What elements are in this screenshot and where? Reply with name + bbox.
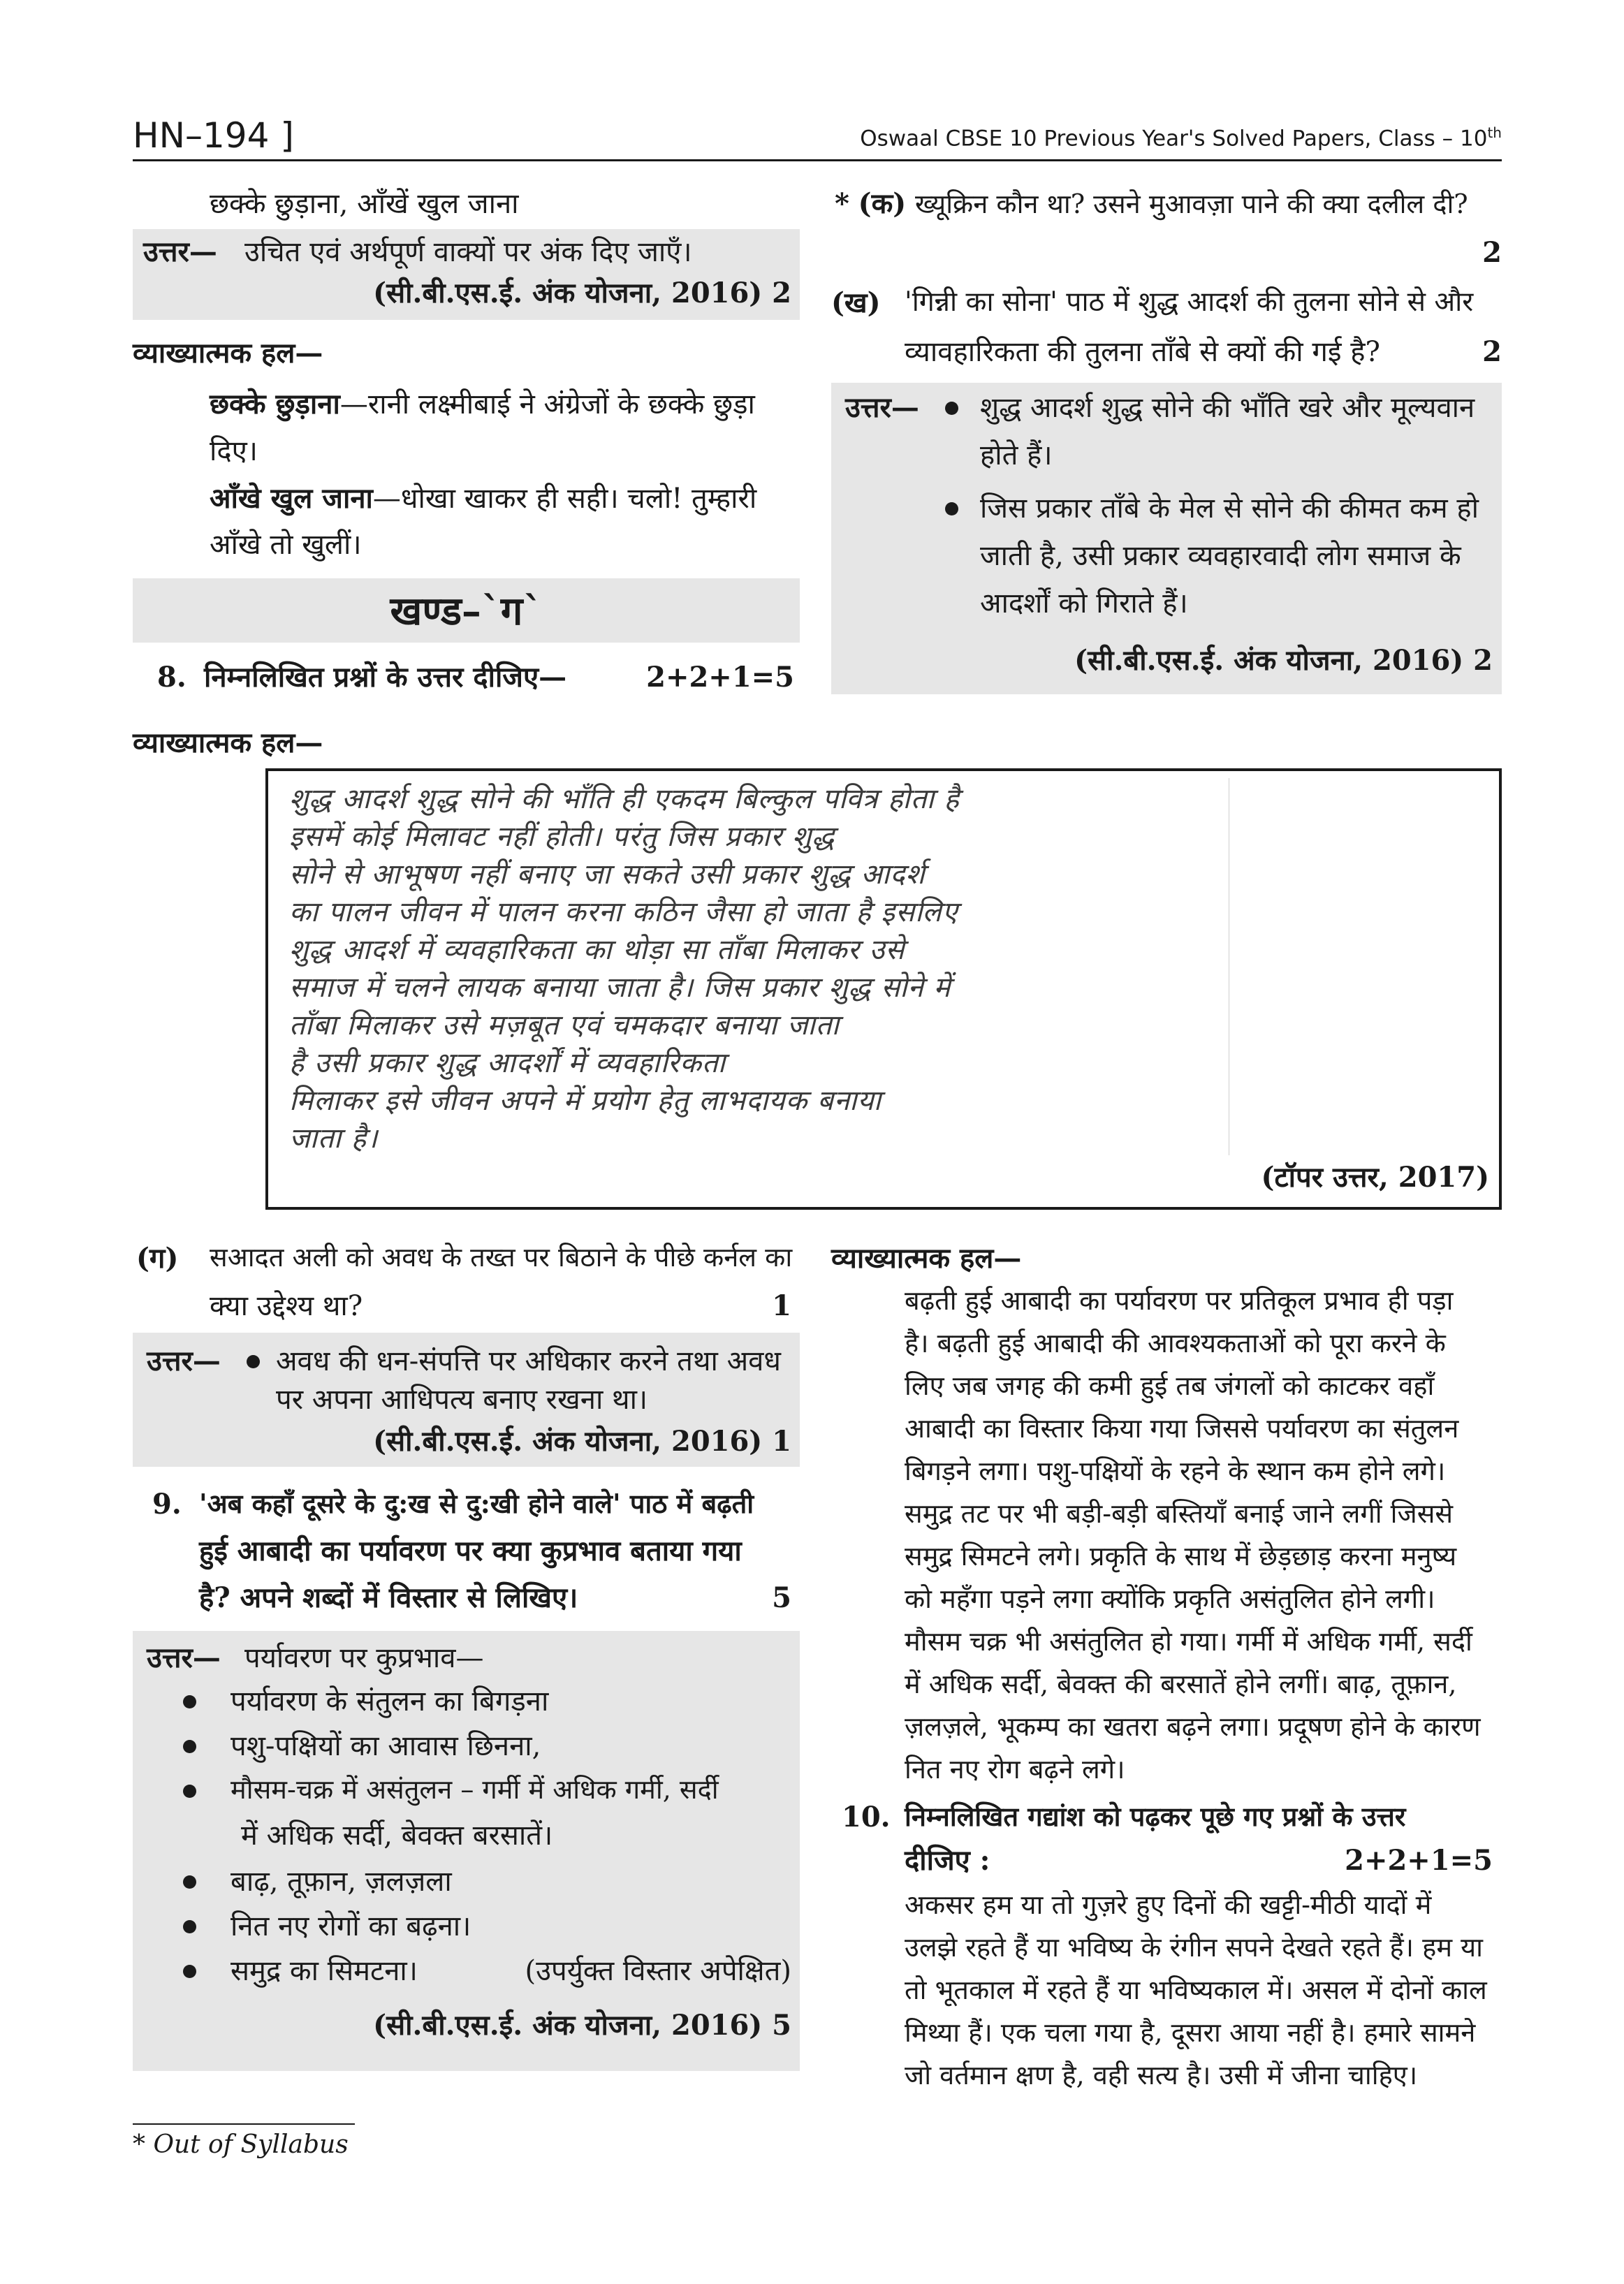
running-header: [860, 124, 1502, 151]
q9-point: मौसम-चक्र में असंतुलन – गर्मी में अधिक गर्मी, सर्दी: [231, 1774, 719, 1805]
paragraph-line: आबादी का विस्तार किया गया जिससे पर्यावरण का संतुलन: [905, 1413, 1459, 1444]
passage-line: उलझे रहते हैं या भविष्य के रंगीन सपने देखते रहते हैं। हम या: [905, 1932, 1484, 1963]
q9-line-1: 'अब कहाँ दूसरे के दु:ख से दु:खी होने वाले' पाठ में बढ़ती: [199, 1488, 754, 1519]
q8-text: निम्नलिखित प्रश्नों के उत्तर दीजिए—: [204, 661, 567, 694]
qb-line-2: व्यावहारिकता की तुलना ताँबे से क्यों की गई है?: [905, 336, 1380, 368]
section-title: खण्ड–`ग`: [390, 588, 543, 634]
qa-text: ख्यूक्रिन कौन था? उसने मुआवज़ा पाने की क्या दलील दी?: [914, 189, 1468, 219]
q9-bullet: [183, 1964, 196, 1978]
qa-marks: 2: [1482, 236, 1502, 269]
q9-note: (उपर्युक्त विस्तार अपेक्षित): [525, 1955, 791, 1987]
passage-line: जो वर्तमान क्षण है, वही सत्य है। उसी में जीना चाहिए।: [905, 2060, 1418, 2091]
explanation-text-2: —धोखा खाकर ही सही। चलो! तुम्हारी: [372, 483, 757, 515]
q9-line-2: हुई आबादी का पर्यावरण पर क्या कुप्रभाव बताया गया: [199, 1535, 742, 1567]
handwritten-line: ताँबा मिलाकर उसे मज़बूत एवं चमकदार बनाया जाता: [289, 1009, 840, 1041]
q9-point: नित नए रोगों का बढ़ना।: [231, 1910, 471, 1942]
explanation-line-1: [210, 388, 755, 421]
answer-source: (सी.बी.एस.ई. अंक योजना, 2016) 2: [373, 277, 791, 309]
handwritten-line: शुद्ध आदर्श शुद्ध सोने की भाँति ही एकदम बिल्कुल पवित्र होता है: [289, 783, 960, 815]
q9-line-3: है? अपने शब्दों में विस्तार से लिखिए।: [199, 1581, 578, 1614]
handwritten-line: का पालन जीवन में पालन करना कठिन जैसा हो जाता है इसलिए: [289, 896, 958, 928]
explanation-line-1-cont: दिए।: [210, 435, 258, 467]
paragraph-line: ज़लज़ले, भूकम्प का खतरा बढ़ने लगा। प्रदूषण होने के कारण: [905, 1711, 1481, 1742]
qb-answer-1-line-2: होते हैं।: [980, 439, 1053, 471]
paragraph-line: लिए जब जगह की कमी हुई तब जंगलों को काटकर वहाँ: [905, 1370, 1435, 1401]
running-header-superscript: th: [1487, 124, 1502, 141]
topper-answer-box: [265, 768, 1502, 1210]
q10-line-2: दीजिए :: [905, 1844, 990, 1877]
explanation-term-1: छक्के छुड़ाना: [210, 388, 340, 420]
page-number: HN–194 ]: [133, 115, 294, 156]
header-rule: [133, 159, 1502, 161]
q9-point: पशु-पक्षियों का आवास छिनना,: [231, 1730, 541, 1762]
passage-line: अकसर हम या तो गुज़रे हुए दिनों की खट्टी-मीठी यादों में: [905, 1889, 1432, 1920]
qb-answer-source: (सी.बी.एस.ई. अंक योजना, 2016) 2: [1074, 644, 1493, 677]
paragraph-line: समुद्र सिमटने लगे। प्रकृति के साथ में छेड़छाड़ करना मनुष्य: [905, 1541, 1457, 1572]
q10-number: 10.: [842, 1801, 891, 1833]
handwritten-line: इसमें कोई मिलावट नहीं होती। परंतु जिस प्रकार शुद्ध: [289, 821, 835, 853]
handwritten-line: मिलाकर इसे जीवन अपने में प्रयोग हेतु लाभदायक बनाया: [289, 1085, 882, 1117]
q9-bullet: [183, 1739, 196, 1753]
answer-label: [143, 235, 217, 269]
qb-answer-label: उत्तर—: [845, 391, 919, 424]
qc-line-2: क्या उद्देश्य था?: [210, 1290, 363, 1322]
paragraph-line: मौसम चक्र भी असंतुलित हो गया। गर्मी में अधिक गर्मी, सर्दी: [905, 1626, 1472, 1657]
qb-answer-2-line-1: जिस प्रकार ताँबे के मेल से सोने की कीमत कम हो: [980, 492, 1479, 525]
footnote: * Out of Syllabus: [133, 2130, 349, 2159]
q9-point: बाढ़, तूफ़ान, ज़लज़ला: [231, 1866, 452, 1898]
answer-text: उचित एवं अर्थपूर्ण वाक्यों पर अंक दिए जाएँ।: [244, 236, 692, 268]
q9-point-cont: में अधिक सर्दी, बेवक्त बरसातें।: [241, 1820, 553, 1852]
explanation-heading: व्याख्यात्मक हल—: [133, 337, 323, 369]
qb-label: (ख): [831, 286, 881, 319]
q8-number: 8.: [157, 661, 186, 694]
answer-label-text: उत्तर—: [143, 235, 217, 268]
qc-answer-source: (सी.बी.एस.ई. अंक योजना, 2016) 1: [373, 1425, 791, 1458]
qb-answer-2-line-3: आदर्शों को गिराते हैं।: [980, 587, 1188, 620]
qb-answer-1-line-1: शुद्ध आदर्श शुद्ध सोने की भाँति खरे और मूल्यवान: [980, 392, 1475, 424]
handwritten-line: जाता है।: [289, 1122, 379, 1155]
q9-bullet: [183, 1919, 196, 1933]
handwritten-line: शुद्ध आदर्श में व्यवहारिकता का थोड़ा सा ताँबा मिलाकर उसे: [289, 934, 905, 966]
qc-answer-line-1: अवध की धन-संपत्ति पर अधिकार करने तथा अवध: [276, 1345, 781, 1377]
q9-answer-label: उत्तर—: [147, 1641, 221, 1674]
qb-answer-2-line-2: जाती है, उसी प्रकार व्यवहारवादी लोग समाज के: [980, 540, 1461, 572]
qc-bullet: [247, 1354, 260, 1368]
explanation-line-2-cont: आँखे तो खुलीं।: [210, 529, 362, 561]
paragraph-line: बिगड़ने लगा। पशु-पक्षियों के रहने के स्थान कम होने लगे।: [905, 1456, 1446, 1486]
explanation-text-1: —रानी लक्ष्मीबाई ने अंग्रेजों के छक्के छुड़ा: [339, 388, 755, 420]
q9-explanation-paragraph: [905, 1280, 1481, 1791]
q10-passage: [905, 1884, 1487, 2097]
paragraph-line: नित नए रोग बढ़ने लगे।: [905, 1754, 1125, 1785]
passage-line: मिथ्या हैं। एक चला गया है, दूसरा आया नहीं है। हमारे सामने: [905, 2017, 1476, 2048]
qc-answer-line-2: पर अपना आधिपत्य बनाए रखना था।: [276, 1384, 648, 1416]
q9-explanation-heading: व्याख्यात्मक हल—: [831, 1242, 1022, 1275]
q9-point: पर्यावरण के संतुलन का बिगड़ना: [231, 1685, 549, 1718]
q9-answer-intro: पर्यावरण पर कुप्रभाव—: [244, 1642, 484, 1674]
idiom-line: छक्के छुड़ाना, आँखें खुल जाना: [210, 188, 519, 220]
q8-marks: 2+2+1=5: [646, 661, 794, 694]
q9-point: समुद्र का सिमटना।: [231, 1955, 418, 1987]
topper-explanation-heading: व्याख्यात्मक हल—: [133, 726, 323, 759]
q9-marks: 5: [772, 1581, 791, 1614]
q9-number: 9.: [152, 1488, 182, 1521]
q10-line-1: निम्नलिखित गद्यांश को पढ़कर पूछे गए प्रश्नों के उत्तर: [905, 1801, 1406, 1832]
qa-line: [835, 187, 1468, 221]
q10-marks: 2+2+1=5: [1345, 1844, 1493, 1877]
q9-bullet: [183, 1784, 196, 1798]
footnote-rule: [133, 2123, 355, 2125]
paragraph-line: है। बढ़ती हुई आबादी की आवश्यकताओं को पूरा करने के: [905, 1328, 1446, 1359]
q9-answer-source: (सी.बी.एस.ई. अंक योजना, 2016) 5: [373, 2009, 791, 2042]
explanation-line-2: [210, 482, 756, 515]
topper-label: (टॉपर उत्तर, 2017): [1261, 1161, 1489, 1194]
explanation-term-2: आँखे खुल जाना: [210, 482, 373, 515]
paragraph-line: समुद्र तट पर भी बड़ी-बड़ी बस्तियाँ बनाई जाने लगीं जिससे: [905, 1498, 1454, 1529]
running-header-title: Oswaal CBSE 10 Previous Year's Solved Papers, Class – 10: [860, 126, 1488, 152]
qc-marks: 1: [772, 1289, 791, 1322]
qb-bullet-1: [945, 401, 958, 415]
qc-line-1: सआदत अली को अवध के तख्त पर बिठाने के पीछे कर्नल का: [210, 1242, 793, 1273]
handwritten-line: है उसी प्रकार शुद्ध आदर्शों में व्यवहारिकता: [289, 1047, 726, 1079]
passage-line: तो भूतकाल में रहते हैं या भविष्यकाल में। असल में दोनों काल: [905, 1975, 1487, 2005]
qb-line-1: 'गिन्नी का सोना' पाठ में शुद्ध आदर्श की तुलना सोने से और: [905, 286, 1474, 318]
qa-star: *: [835, 187, 849, 220]
paragraph-line: में अधिक सर्दी, बेवक्त की बरसातें होने लगीं। बाढ़, तूफ़ान,: [905, 1669, 1457, 1699]
qc-answer-label: उत्तर—: [147, 1345, 221, 1377]
handwritten-line: समाज में चलने लायक बनाया जाता है। जिस प्रकार शुद्ध सोने में: [289, 972, 951, 1004]
paragraph-line: को महँगा पड़ने लगा क्योंकि प्रकृति असंतुलित होने लगी।: [905, 1583, 1435, 1614]
q9-bullet: [183, 1694, 196, 1708]
qa-label: (क): [858, 187, 907, 220]
q9-bullet: [183, 1875, 196, 1889]
handwriting-area: [282, 778, 1229, 1155]
qb-marks: 2: [1482, 335, 1502, 368]
qb-bullet-2: [945, 502, 958, 515]
qc-label: (ग): [136, 1242, 179, 1275]
handwritten-line: सोने से आभूषण नहीं बनाए जा सकते उसी प्रकार शुद्ध आदर्श: [289, 858, 926, 891]
paragraph-line: बढ़ती हुई आबादी का पर्यावरण पर प्रतिकूल प्रभाव ही पड़ा: [905, 1285, 1454, 1316]
